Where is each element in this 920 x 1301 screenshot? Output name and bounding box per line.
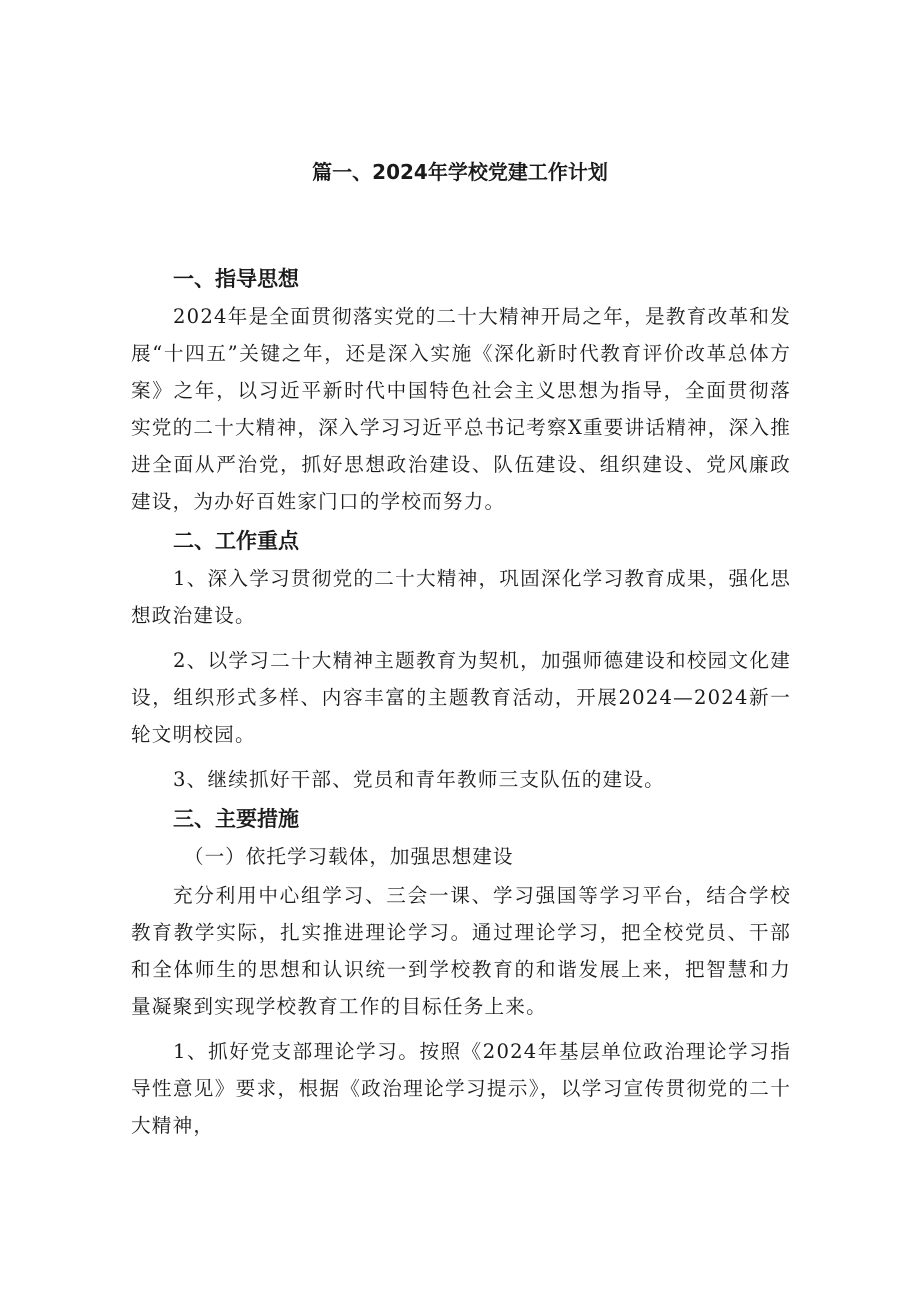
- work-focus-item-3: 3、继续抓好干部、党员和青年教师三支队伍的建设。: [173, 768, 665, 791]
- work-focus-item-2: 2、以学习二十大精神主题教育为契机，加强师德建设和校园文化建设，组织形式多样、内容丰富的主题教育活动，开展2024—2024新一轮文明校园。: [131, 649, 791, 746]
- measure-item-1: 1、抓好党支部理论学习。按照《2024年基层单位政治理论学习指导性意见》要求，根据《政治理论学习提示》，以学习宣传贯彻党的二十大精神，: [131, 1040, 791, 1137]
- section-heading-main-measures: 三、主要措施: [173, 807, 299, 831]
- document-body: [131, 260, 791, 1144]
- paragraph-guiding-ideology: 2024年是全面贯彻落实党的二十大精神开局之年，是教育改革和发展“十四五”关键之年，还是深入实施《深化新时代教育评价改革总体方案》之年，以习近平新时代中国特色社会主义思想为指导，全面贯彻落实党的二十大精神，深入学习习近平总书记考察X重要讲话精神，深入推进全面从严治党，抓好思想政治建设、队伍建设、组织建设、党风廉政建设，为办好百姓家门口的学校而努力。: [131, 305, 791, 513]
- document-title: 篇一、2024年学校党建工作计划: [312, 160, 608, 184]
- subsection-heading-study-carrier: （一）依托学习载体，加强思想建设: [184, 845, 514, 868]
- work-focus-item-1: 1、深入学习贯彻党的二十大精神，巩固深化学习教育成果，强化思想政治建设。: [131, 567, 791, 627]
- paragraph-study-platforms: 充分利用中心组学习、三会一课、学习强国等学习平台，结合学校教育教学实际，扎实推进理论学习。通过理论学习，把全校党员、干部和全体师生的思想和认识统一到学校教育的和谐发展上来，把智慧和力量凝聚到实现学校教育工作的目标任务上来。: [131, 884, 791, 1018]
- section-heading-work-focus: 二、工作重点: [173, 529, 299, 553]
- section-heading-guiding-ideology: 一、指导思想: [173, 267, 299, 291]
